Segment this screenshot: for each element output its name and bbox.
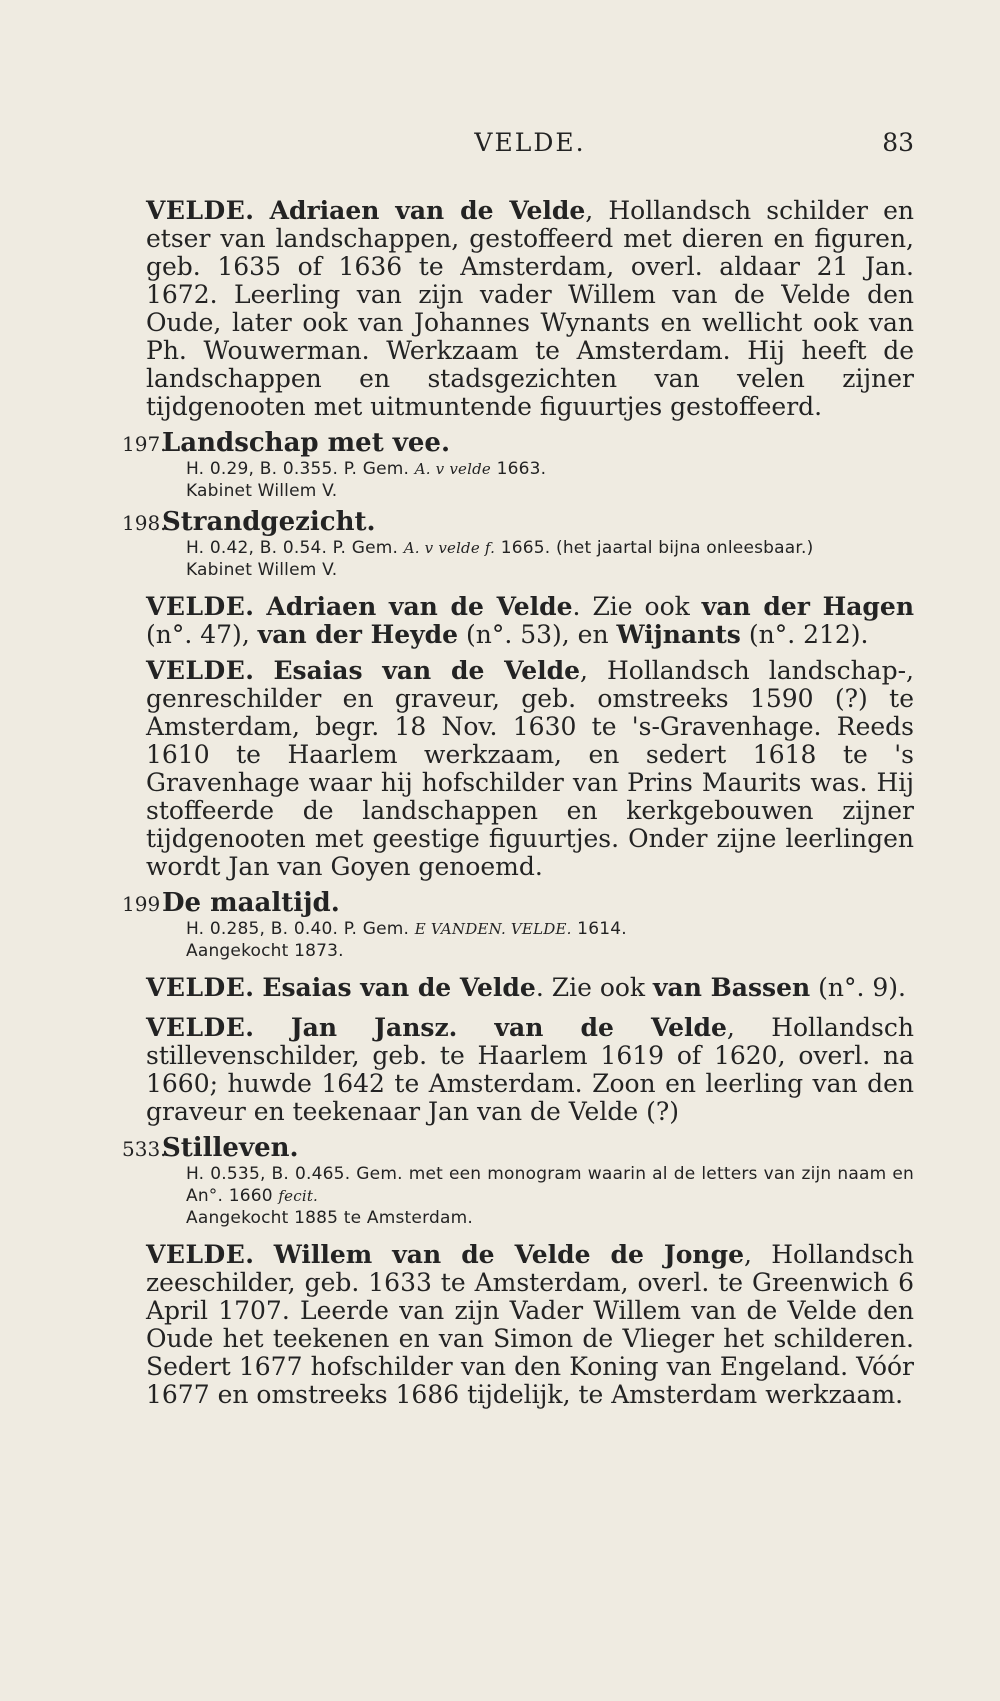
cross-reference-link[interactable]: van der Heyde xyxy=(257,620,459,649)
work-details xyxy=(146,537,914,559)
entry-headword: VELDE. xyxy=(146,1240,255,1269)
artist-name: Jan Jansz. van de Velde xyxy=(290,1013,727,1042)
work-provenance: Kabinet Willem V. xyxy=(186,481,338,501)
entry-text: . Zie ook xyxy=(572,592,702,621)
work-dimensions: H. 0.29, B. 0.355. P. Gem. xyxy=(186,459,415,479)
work-details xyxy=(146,458,914,480)
work-signature: E VANDEN. VELDE. xyxy=(414,920,572,938)
entry-text: (n°. 212). xyxy=(740,620,869,649)
catalogue-number: 198. xyxy=(122,511,167,535)
artist-name: Adriaen van de Velde xyxy=(266,592,573,621)
page-header xyxy=(146,128,914,164)
work-dimensions: H. 0.285, B. 0.40. P. Gem. xyxy=(186,919,415,939)
catalogue-item-197 xyxy=(122,428,914,502)
entry-headword: VELDE. xyxy=(146,592,255,621)
work-provenance: Aangekocht 1885 te Amsterdam. xyxy=(186,1208,473,1228)
work-dimensions: H. 0.42, B. 0.54. P. Gem. xyxy=(186,538,404,558)
work-details xyxy=(146,1163,914,1207)
running-title: VELDE. xyxy=(474,128,586,157)
catalogue-item-533 xyxy=(122,1133,914,1229)
cross-reference-link[interactable]: van der Hagen xyxy=(701,592,914,621)
work-signature: fecit. xyxy=(278,1187,319,1205)
work-title-line xyxy=(122,428,914,458)
catalogue-number: 197. xyxy=(122,432,167,456)
entry-jan-jansz-van-de-velde xyxy=(146,1014,914,1126)
work-provenance: Kabinet Willem V. xyxy=(186,560,338,580)
entry-esaias-cross-reference xyxy=(146,974,914,1002)
work-title: Strandgezicht. xyxy=(162,507,376,537)
cross-reference-link[interactable]: van Bassen xyxy=(653,973,811,1002)
entry-headword: VELDE. xyxy=(146,656,255,685)
work-signature: A. v velde f. xyxy=(403,539,496,557)
catalogue-item-199 xyxy=(122,888,914,962)
work-signature: A. v velde xyxy=(414,460,491,478)
artist-name: Esaias van de Velde xyxy=(262,973,536,1002)
work-title-line xyxy=(122,1133,914,1163)
entry-headword: VELDE. xyxy=(146,1013,255,1042)
artist-name: Esaias van de Velde xyxy=(273,656,581,685)
entry-esaias-van-de-velde xyxy=(146,657,914,881)
entry-text: , Hollandsch zeeschilder, geb. 1633 te Amsterdam, overl. te Greenwich 6 April 1707. Leerde van zijn Vader Willem van de Velde den Oude het teekenen en van Simon de Vlieger het schilderen. Sedert 1677 hofschilder van den Koning van Engeland. Vóór 1677 en omstreeks 1686 tijdelijk, te Amsterdam werkzaam. xyxy=(146,1240,915,1409)
work-title-line xyxy=(122,888,914,918)
catalogue-number: 533. xyxy=(122,1137,167,1161)
entry-text: . Zie ook xyxy=(535,973,654,1002)
entry-text: , Hollandsch landschap-, genreschilder en graveur, geb. omstreeks 1590 (?) te Amsterdam, begr. 18 Nov. 1630 te 's-Gravenhage. Reeds 1610 te Haarlem werkzaam, en sedert 1618 te 's Gravenhage waar hij hofschilder van Prins Maurits was. Hij stoffeerde de landschappen en kerkgebouwen zijner tijdgenooten met geestige figuurtjes. Onder zijne leerlingen wordt Jan van Goyen genoemd. xyxy=(146,656,914,881)
catalogue-item-198 xyxy=(122,507,914,581)
page-number: 83 xyxy=(882,128,914,157)
work-date: 1614. xyxy=(571,919,627,939)
page-content xyxy=(122,196,915,1417)
work-title: Stilleven. xyxy=(162,1133,299,1163)
work-details xyxy=(146,918,914,940)
work-date: 1665. (het jaartal bijna onleesbaar.) xyxy=(495,538,814,558)
entry-text: (n°. 47), xyxy=(146,620,258,649)
entry-adriaen-van-de-velde xyxy=(146,197,914,421)
work-title: Landschap met vee. xyxy=(162,428,451,458)
entry-text: , Hollandsch stillevenschilder, geb. te Haarlem 1619 of 1620, overl. na 1660; huwde 1642 te Amsterdam. Zoon en leerling van den graveur en teekenaar Jan van de Velde (?) xyxy=(146,1013,914,1126)
entry-headword: VELDE. xyxy=(146,196,255,225)
work-title-line xyxy=(122,507,914,537)
entry-headword: VELDE. xyxy=(146,973,255,1002)
entry-willem-van-de-velde-de-jonge xyxy=(146,1241,914,1409)
work-title: De maaltijd. xyxy=(162,888,340,918)
artist-name: Willem van de Velde de Jonge xyxy=(273,1240,744,1269)
entry-text: , Hollandsch schilder en etser van landschappen, gestoffeerd met dieren en figuren, geb. 1635 of 1636 te Amsterdam, overl. aldaar 21 Jan. 1672. Leerling van zijn vader Willem van de Velde den Oude, later ook van Johannes Wynants en wellicht ook van Ph. Wouwerman. Werkzaam te Amsterdam. Hij heeft de landschappen en stadsgezichten van velen zijner tijdgenooten met uitmuntende figuurtjes gestoffeerd. xyxy=(146,196,914,421)
entry-adriaen-cross-reference xyxy=(146,593,914,649)
work-date: 1663. xyxy=(490,459,547,479)
catalogue-number: 199 xyxy=(122,892,161,916)
cross-reference-link[interactable]: Wijnants xyxy=(616,620,741,649)
entry-text: (n°. 9). xyxy=(810,973,906,1002)
entry-text: (n°. 53), en xyxy=(458,620,617,649)
work-provenance: Aangekocht 1873. xyxy=(186,941,344,961)
work-dimensions: H. 0.535, B. 0.465. Gem. met een monogram waarin al de letters van zijn naam en An°. 1660 xyxy=(186,1164,914,1206)
artist-name: Adriaen van de Velde xyxy=(269,196,586,225)
